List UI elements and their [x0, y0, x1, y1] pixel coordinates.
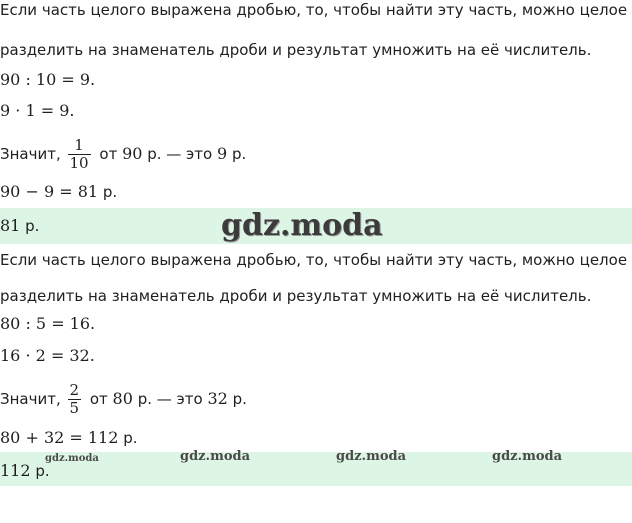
- conclusion-mid: р. — это: [147, 145, 213, 163]
- conclusion-whole: 90: [122, 144, 143, 163]
- conclusion-mid: р. — это: [137, 390, 203, 408]
- conclusion-part: 9: [217, 144, 228, 163]
- conclusion-prefix: Значит,: [0, 390, 61, 408]
- fraction-numerator: 1: [74, 136, 84, 154]
- conclusion-whole: 80: [112, 389, 133, 408]
- calc-multiplication: 16 · 2 = 32.: [0, 346, 95, 365]
- conclusion-unit: р.: [232, 390, 247, 408]
- calc-subtraction-unit: р.: [102, 183, 118, 201]
- rule-text-line-1: Если часть целого выражена дробью, то, чтобы найти эту часть, можно целое: [0, 251, 628, 269]
- rule-text-line-1: Если часть целого выражена дробью, то, чтобы найти эту часть, можно целое: [0, 1, 628, 19]
- watermark-logo: gdz.moda: [221, 208, 383, 243]
- answer-line: [0, 461, 50, 481]
- calc-subtraction: [0, 182, 117, 202]
- conclusion-line: [0, 381, 247, 417]
- fraction-denominator: 10: [69, 154, 89, 172]
- conclusion-part: 32: [207, 389, 228, 408]
- watermark-small: gdz.moda: [45, 453, 99, 464]
- watermark-small: gdz.moda: [180, 449, 251, 464]
- watermark-small: gdz.moda: [492, 449, 563, 464]
- answer-line: [0, 216, 39, 236]
- answer-unit: р.: [35, 462, 50, 480]
- calc-multiplication: 9 · 1 = 9.: [0, 101, 75, 120]
- conclusion-from: от: [99, 145, 118, 163]
- calc-addition-unit: р.: [123, 429, 138, 447]
- answer-unit: р.: [25, 217, 40, 235]
- conclusion-from: от: [89, 390, 108, 408]
- fraction: [68, 137, 91, 172]
- rule-text-line-2: разделить на знаменатель дроби и результат умножить на её числитель.: [0, 41, 592, 59]
- watermark-small: gdz.moda: [336, 449, 407, 464]
- answer-value: 81: [0, 216, 21, 235]
- calc-division: 90 : 10 = 9.: [0, 70, 96, 89]
- rule-text-line-2: разделить на знаменатель дроби и результат умножить на её числитель.: [0, 287, 592, 305]
- fraction: [68, 382, 82, 417]
- calc-addition: [0, 428, 138, 448]
- calc-subtraction-expr: 90 − 9 = 81: [0, 182, 99, 201]
- calc-addition-expr: 80 + 32 = 112: [0, 428, 119, 447]
- conclusion-unit: р.: [231, 145, 247, 163]
- conclusion-prefix: Значит,: [0, 145, 61, 163]
- calc-division: 80 : 5 = 16.: [0, 314, 96, 333]
- fraction-denominator: 5: [69, 399, 80, 417]
- conclusion-line: [0, 136, 246, 172]
- answer-value: 112: [0, 461, 31, 480]
- fraction-numerator: 2: [69, 381, 80, 399]
